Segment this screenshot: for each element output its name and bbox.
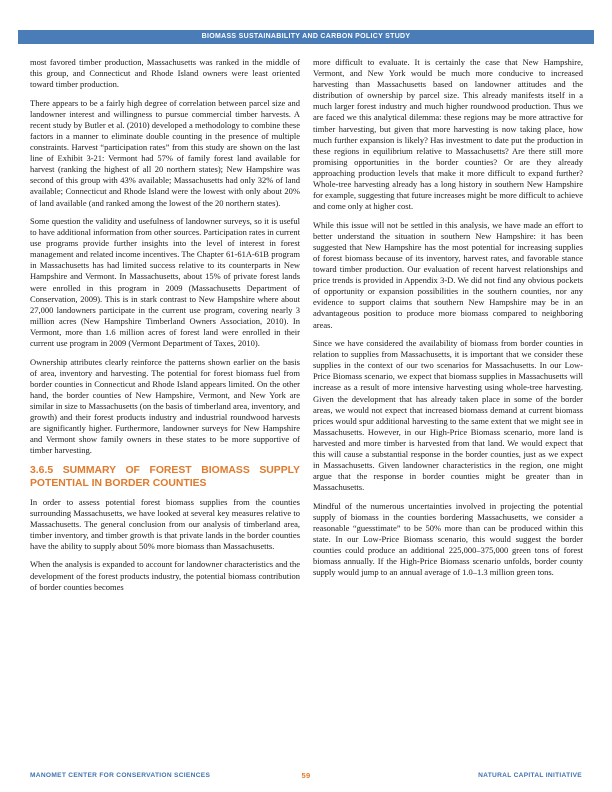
left-column: [30, 57, 300, 600]
paragraph: While this issue will not be settled in this analysis, we have made an effort to better understand the situation in southern New Hampshire: it has been suggested that New Hampshire has the most potential for increasing supplies of forest biomass because of its inventory, harvest rates, and favorable stance toward timber production. Our evaluation of recent harvest relationships and price trends is provided in Appendix 3-D. We did not find any obvious pockets of opportunity or expansion possibilities in the southern counties, nor any evidence to support claims that southern New Hampshire may be in an advantageous position to produce more biomass compared to neighboring areas.: [313, 219, 583, 330]
paragraph: Mindful of the numerous uncertainties involved in projecting the potential supply of biomass in the counties bordering Massachusetts, we consider a reasonable “guesstimate” to be 50% more than can be produced within this state. In our Low-Price Biomass scenario, this would suggest the border counties could produce an additional 225,000–375,000 green tons of forest biomass annually. If the High-Price Biomass scenario unfolds, border county supply would jump to an annual average of 1.0–1.3 million green tons.: [313, 500, 583, 578]
paragraph: most favored timber production, Massachusetts was ranked in the middle of this group, and Connecticut and Rhode Island owners were least oriented toward timber production.: [30, 57, 300, 90]
paragraph: When the analysis is expanded to account for landowner characteristics and the development of the forest products industry, the potential biomass contribution of border counties becomes: [30, 559, 300, 592]
page-number: 59: [301, 771, 311, 780]
footer-initiative: NATURAL CAPITAL INITIATIVE: [478, 772, 582, 779]
paragraph: In order to assess potential forest biomass supplies from the counties surrounding Massachusetts, we have looked at several key measures relative to Massachusetts. The general conclusion from our analysis of timberland area, timber inventory, and timber growth is that private lands in the border counties have the ability to supply about 50% more biomass than Massachusetts.: [30, 496, 300, 551]
section-heading: 3.6.5 SUMMARY OF FOREST BIOMASS SUPPLY POTENTIAL IN BORDER COUNTIES: [30, 464, 300, 490]
paragraph: There appears to be a fairly high degree of correlation between parcel size and landowner interest and willingness to pursue commercial timber harvests. A recent study by Butler et al. (2010) developed a methodology to combine these factors in a manner to eliminate double counting in the presence of multiple constraints. Harvest “participation rates” from this study are shown on the last line of Exhibit 3-21: Vermont had 57% of family forest land available for harvest (ranking the highest of all 20 northern states); New Hampshire was second of this group with 43% available; Massachusetts had only 32% of land available; Connecticut and Rhode Island were the lowest with only about 20% of land available (and ranked among the lowest of the 20 northern states).: [30, 97, 300, 208]
footer-organization: MANOMET CENTER FOR CONSERVATION SCIENCES: [30, 772, 211, 779]
paragraph: Some question the validity and usefulness of landowner surveys, so it is useful to have additional information from other sources. Participation rates in current use programs provide further insights into the level of interest in forest management and related income incentives. The Chapter 61-61A-61B program in Massachusetts has had limited success relative to its counterparts in New Hampshire and Vermont. In Massachusetts, about 15% of private forest lands were enrolled in this program in 2009 (Massachusetts Department of Conservation, 2009). This is in stark contrast to New Hampshire where about 27,000 landowners participate in the current use program, covering nearly 3 million acres (New Hampshire Timberland Owners Association, 2010). In Vermont, more than 1.6 million acres of forest land were enrolled in their current use program in 2009 (Vermont Department of Taxes, 2010).: [30, 216, 300, 349]
paragraph: Ownership attributes clearly reinforce the patterns shown earlier on the basis of area, inventory and harvesting. The potential for forest biomass fuel from border counties in Connecticut and Rhode Island appears limited. On the other hand, the border counties of New Hampshire, Vermont, and New York are similar in size to Massachusetts (on the basis of timberland area, inventory, and growth) and their forest products industry and industrial roundwood harvests are significantly higher. Furthermore, landowner surveys for New Hampshire and Vermont show family owners in these states to be more supportive of timber harvesting.: [30, 356, 300, 456]
right-column: [313, 57, 583, 586]
paragraph: Since we have considered the availability of biomass from border counties in relation to supplies from Massachusetts, it is important that we consider these supplies in the context of our two scenarios for Massachusetts. In our Low-Price Biomass scenario, we expect that biomass supplies in Massachusetts will increase as a result of more intensive harvesting using whole-tree harvesting. Given the development that has already taken place in some of the border areas, we would not expect that increased biomass demand at current biomass prices would spur additional harvesting to the same extent that we might see in Massachusetts. However, in our High-Price Biomass scenario, more land is harvested and more timber is harvested from that land. We would expect that this will cause a substantial response in the border counties, just as we expect in Massachusetts. Given landowner characteristics in the region, one might argue that the response in border counties might be greater than in Massachusetts.: [313, 338, 583, 493]
paragraph: more difficult to evaluate. It is certainly the case that New Hampshire, Vermont, and New York would be much more conducive to increased harvesting than Massachusetts based on landowner attitudes and the distribution of ownership by parcel size. This already manifests itself in a much larger forest industry and much higher roundwood production. Thus we are faced we this analytical dilemma: these regions may be more attractive for timber harvesting, but given that more harvesting is now taking place, how much further expansion is likely? Has investment to date put the production in these regions in equilibrium relative to Massachusetts? Are there still more promising opportunities in the border counties? Or are they already approaching production levels that make it more difficult to expand further? Whole-tree harvesting already has a long history in southern New Hampshire for example, suggesting that future increases might be more difficult to achieve and come only at higher cost.: [313, 57, 583, 212]
running-header: BIOMASS SUSTAINABILITY AND CARBON POLICY STUDY: [18, 30, 594, 44]
